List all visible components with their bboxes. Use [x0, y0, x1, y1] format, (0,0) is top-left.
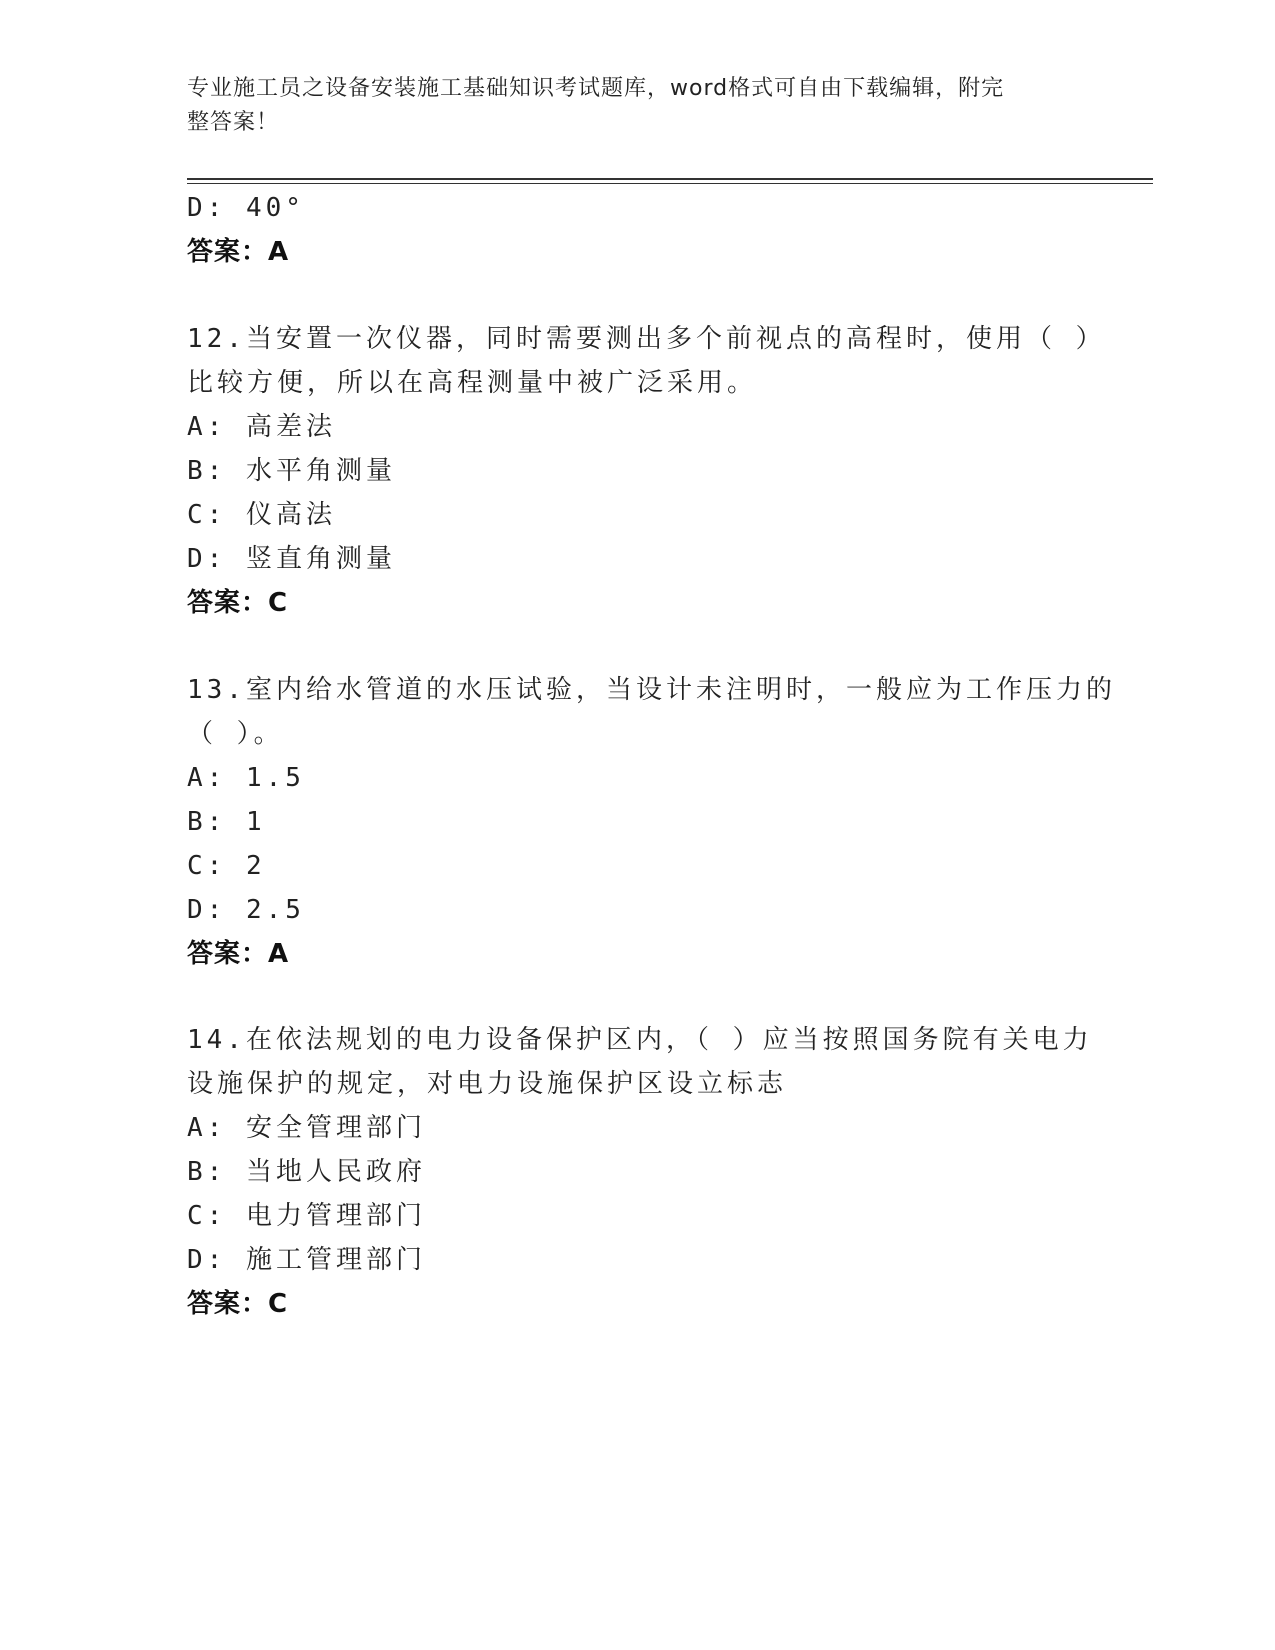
prev-option-d: D: 40° [187, 193, 305, 223]
question-13-option-b: B: 1 [187, 807, 266, 837]
question-13-stem-line-2: （ ）。 [187, 719, 284, 749]
question-14-option-c: C: 电力管理部门 [187, 1201, 426, 1231]
page-header [187, 72, 1067, 140]
question-13-option-c: C: 2 [187, 851, 266, 881]
question-12-option-c: C: 仪高法 [187, 500, 336, 530]
question-14-stem-line-1: 14.在依法规划的电力设备保护区内，（ ）应当按照国务院有关电力 [187, 1025, 1093, 1055]
question-14-answer: 答案：C [187, 1289, 289, 1319]
question-14-option-d: D: 施工管理部门 [187, 1245, 426, 1275]
question-12-stem-line-1: 12.当安置一次仪器，同时需要测出多个前视点的高程时，使用（ ） [187, 324, 1106, 354]
question-12-option-a: A: 高差法 [187, 412, 336, 442]
question-12-answer: 答案：C [187, 588, 289, 618]
question-14-option-b: B: 当地人民政府 [187, 1157, 426, 1187]
question-13-answer: 答案：A [187, 939, 290, 969]
question-13-stem-line-1: 13.室内给水管道的水压试验，当设计未注明时，一般应为工作压力的 [187, 675, 1116, 705]
header-line-1: 专业施工员之设备安装施工基础知识考试题库，word格式可自由下载编辑，附完 [187, 76, 1005, 101]
question-13-option-a: A: 1.5 [187, 763, 305, 793]
question-13-option-d: D: 2.5 [187, 895, 305, 925]
question-14-stem-line-2: 设施保护的规定，对电力设施保护区设立标志 [187, 1069, 788, 1099]
header-rule-thin [187, 183, 1153, 184]
question-12-stem-line-2: 比较方便，所以在高程测量中被广泛采用。 [187, 368, 758, 398]
prev-answer: 答案：A [187, 237, 290, 267]
question-12-option-b: B: 水平角测量 [187, 456, 396, 486]
header-line-2: 整答案！ [187, 110, 280, 135]
question-12-option-d: D: 竖直角测量 [187, 544, 396, 574]
question-14-option-a: A: 安全管理部门 [187, 1113, 426, 1143]
header-rule-thick [187, 178, 1153, 180]
